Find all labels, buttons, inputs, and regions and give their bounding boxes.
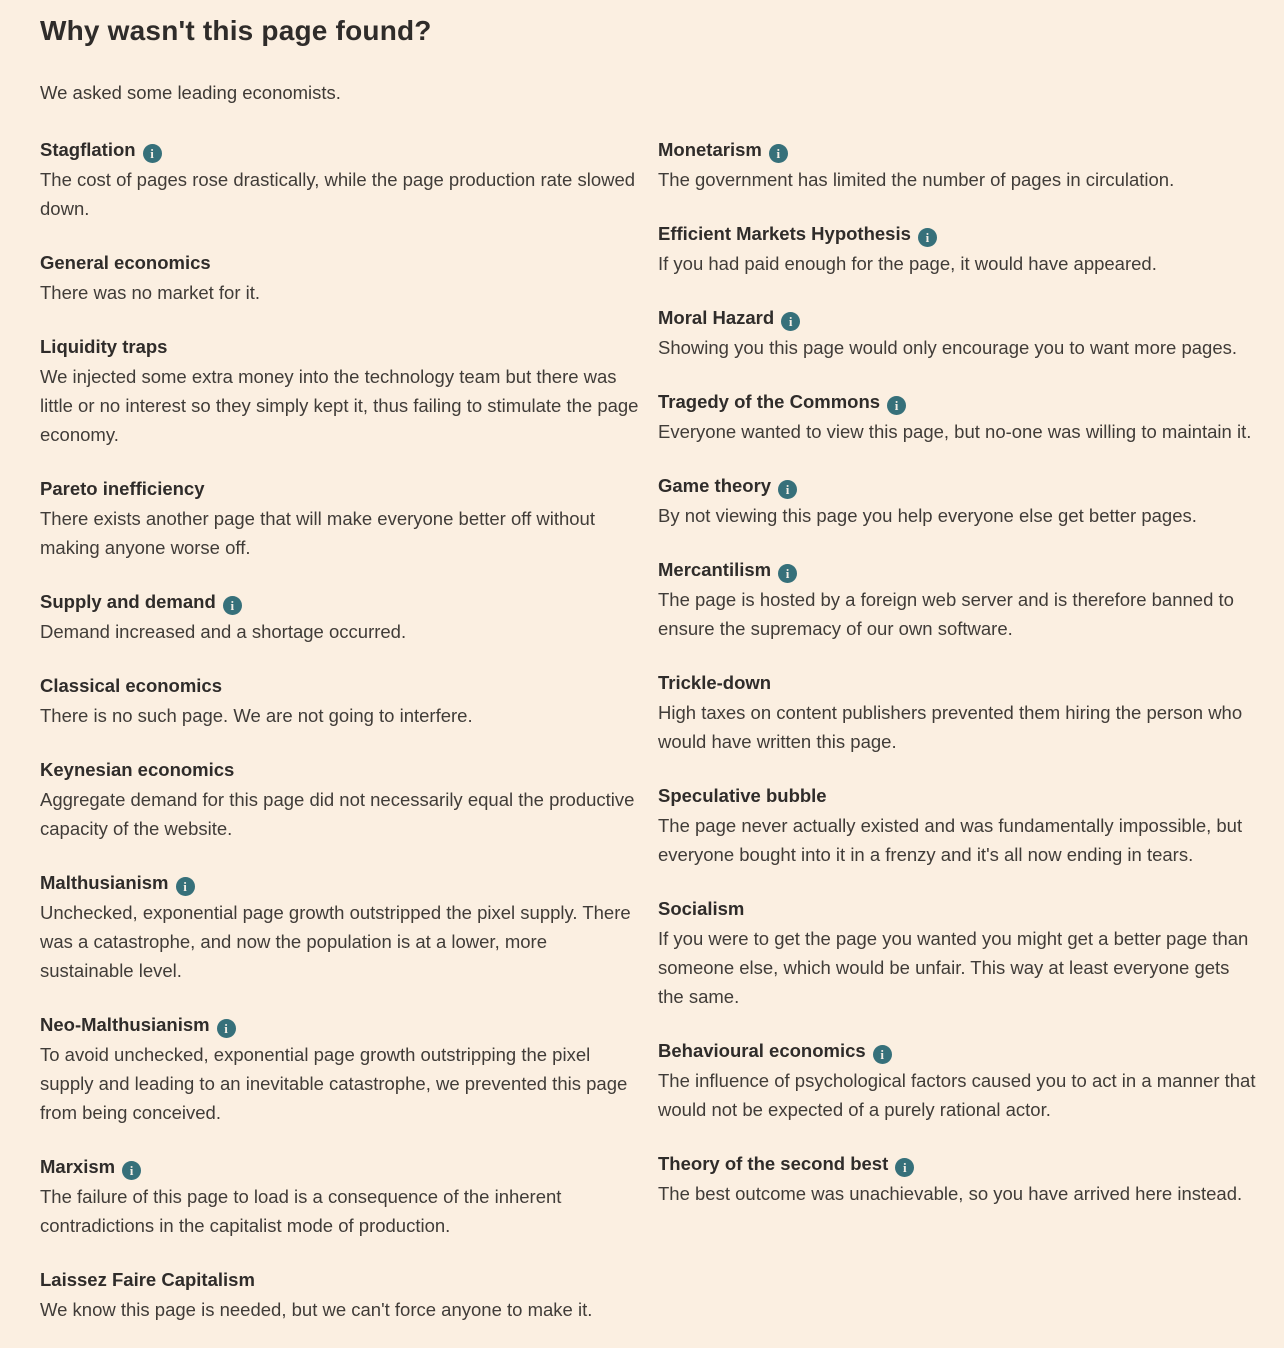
theory-heading-label: Marxism [40, 1156, 116, 1177]
theory-description: Everyone wanted to view this page, but no-one was willing to maintain it. [658, 421, 1252, 442]
economic-theory-section [40, 1011, 640, 1127]
economic-theory-section [40, 756, 640, 843]
theory-heading-label: Behavioural economics [658, 1040, 866, 1061]
economic-theory-section [658, 136, 1258, 194]
theory-description: Showing you this page would only encourage you to want more pages. [658, 337, 1238, 358]
theory-description: We know this page is needed, but we can't force anyone to make it. [40, 1299, 593, 1320]
economic-theory-section [658, 782, 1258, 869]
economic-theory-section [40, 588, 640, 646]
theory-heading [40, 588, 640, 616]
theory-heading [40, 136, 640, 164]
theory-heading-label: Speculative bubble [658, 785, 827, 806]
theory-heading-label: Laissez Faire Capitalism [40, 1269, 255, 1290]
theory-heading [658, 220, 1258, 248]
theory-description: The page never actually existed and was fundamentally impossible, but everyone bought into it in a frenzy and it's all now ending in tears. [658, 815, 1243, 865]
info-icon[interactable]: i [217, 1019, 236, 1038]
theory-heading [658, 895, 1258, 923]
economic-theory-section [658, 895, 1258, 1011]
economic-theory-section [40, 869, 640, 985]
theory-description: Demand increased and a shortage occurred. [40, 621, 407, 642]
theory-heading [40, 475, 640, 503]
theory-heading [40, 672, 640, 700]
theory-heading-label: Tragedy of the Commons [658, 391, 881, 412]
page-subtitle: We asked some leading economists. [40, 82, 341, 103]
economic-theory-section [40, 475, 640, 562]
info-icon[interactable]: i [778, 564, 797, 583]
theory-description: There was no market for it. [40, 282, 261, 303]
economic-theory-section [40, 1266, 640, 1324]
theory-heading-label: Efficient Markets Hypothesis [658, 223, 911, 244]
economic-theory-section [40, 249, 640, 307]
info-icon[interactable]: i [873, 1045, 892, 1064]
economic-theory-section [658, 220, 1258, 278]
theory-description: If you had paid enough for the page, it would have appeared. [658, 253, 1157, 274]
theory-heading-label: Supply and demand [40, 591, 216, 612]
info-icon[interactable]: i [781, 312, 800, 331]
economic-theory-section [658, 472, 1258, 530]
theory-heading [40, 756, 640, 784]
theory-heading [40, 869, 640, 897]
theory-heading [658, 136, 1258, 164]
theory-heading [40, 1011, 640, 1039]
theory-heading-label: Classical economics [40, 675, 223, 696]
theory-heading-label: Keynesian economics [40, 759, 235, 780]
theory-heading-label: Liquidity traps [40, 336, 168, 357]
theory-description: The influence of psychological factors caused you to act in a manner that would not be expected of a purely rational actor. [658, 1070, 1256, 1120]
info-icon[interactable]: i [778, 480, 797, 499]
theory-description: Aggregate demand for this page did not necessarily equal the productive capacity of the website. [40, 789, 635, 839]
theory-description: There exists another page that will make everyone better off without making anyone worse off. [40, 508, 595, 558]
theory-description: To avoid unchecked, exponential page growth outstripping the pixel supply and leading to an inevitable catastrophe, we prevented this page from being conceived. [40, 1044, 628, 1123]
theory-heading [658, 1150, 1258, 1178]
theory-description: By not viewing this page you help everyone else get better pages. [658, 505, 1197, 526]
theory-heading-label: Socialism [658, 898, 745, 919]
theory-heading-label: Mercantilism [658, 559, 772, 580]
theory-description: The government has limited the number of pages in circulation. [658, 169, 1175, 190]
info-icon[interactable]: i [769, 144, 788, 163]
theory-heading [40, 333, 640, 361]
theory-heading [40, 1153, 640, 1181]
economic-theory-section [40, 1153, 640, 1240]
info-icon[interactable]: i [887, 396, 906, 415]
theory-heading-label: Monetarism [658, 139, 762, 160]
theory-description: If you were to get the page you wanted you might get a better page than someone else, which would be unfair. This way at least everyone gets the same. [658, 928, 1249, 1007]
theory-description: Unchecked, exponential page growth outstripped the pixel supply. There was a catastrophe, and now the population is at a lower, more sustainable level. [40, 902, 631, 981]
theory-heading [40, 249, 640, 277]
theory-description: The failure of this page to load is a consequence of the inherent contradictions in the capitalist mode of production. [40, 1186, 562, 1236]
theory-heading [658, 304, 1258, 332]
economic-theory-section [658, 556, 1258, 643]
theory-heading [40, 1266, 640, 1294]
economic-theory-section [658, 388, 1258, 446]
theory-heading [658, 782, 1258, 810]
theory-description: High taxes on content publishers prevented them hiring the person who would have written this page. [658, 702, 1243, 752]
theory-description: There is no such page. We are not going to interfere. [40, 705, 473, 726]
theory-heading-label: Moral Hazard [658, 307, 775, 328]
theory-heading-label: Pareto inefficiency [40, 478, 205, 499]
theory-heading-label: General economics [40, 252, 211, 273]
info-icon[interactable]: i [895, 1158, 914, 1177]
info-icon[interactable]: i [918, 228, 937, 247]
theory-heading-label: Game theory [658, 475, 772, 496]
theory-heading-label: Trickle-down [658, 672, 772, 693]
column-right [658, 136, 1258, 1324]
economic-theory-section [658, 1150, 1258, 1208]
theory-heading [658, 556, 1258, 584]
theory-description: The cost of pages rose drastically, while the page production rate slowed down. [40, 169, 636, 219]
theory-heading-label: Theory of the second best [658, 1153, 889, 1174]
info-icon[interactable]: i [176, 877, 195, 896]
info-icon[interactable]: i [223, 596, 242, 615]
economic-theory-section [658, 669, 1258, 756]
info-icon[interactable]: i [143, 144, 162, 163]
theory-description: We injected some extra money into the technology team but there was little or no interest so they simply kept it, thus failing to stimulate the page economy. [40, 366, 639, 445]
economic-theory-section [40, 672, 640, 730]
theory-heading-label: Stagflation [40, 139, 136, 160]
economic-theory-section [658, 304, 1258, 362]
theory-heading [658, 472, 1258, 500]
economic-theory-section [658, 1037, 1258, 1124]
info-icon[interactable]: i [122, 1161, 141, 1180]
theory-description: The page is hosted by a foreign web server and is therefore banned to ensure the supremacy of our own software. [658, 589, 1234, 639]
economists-columns [40, 136, 1258, 1324]
column-left [40, 136, 640, 1324]
theory-heading-label: Neo-Malthusianism [40, 1014, 210, 1035]
theory-heading [658, 388, 1258, 416]
economic-theory-section [40, 136, 640, 223]
theory-heading-label: Malthusianism [40, 872, 169, 893]
economic-theory-section [40, 333, 640, 449]
theory-description: The best outcome was unachievable, so you have arrived here instead. [658, 1183, 1243, 1204]
theory-heading [658, 1037, 1258, 1065]
page-title: Why wasn't this page found? [40, 15, 432, 46]
theory-heading [658, 669, 1258, 697]
